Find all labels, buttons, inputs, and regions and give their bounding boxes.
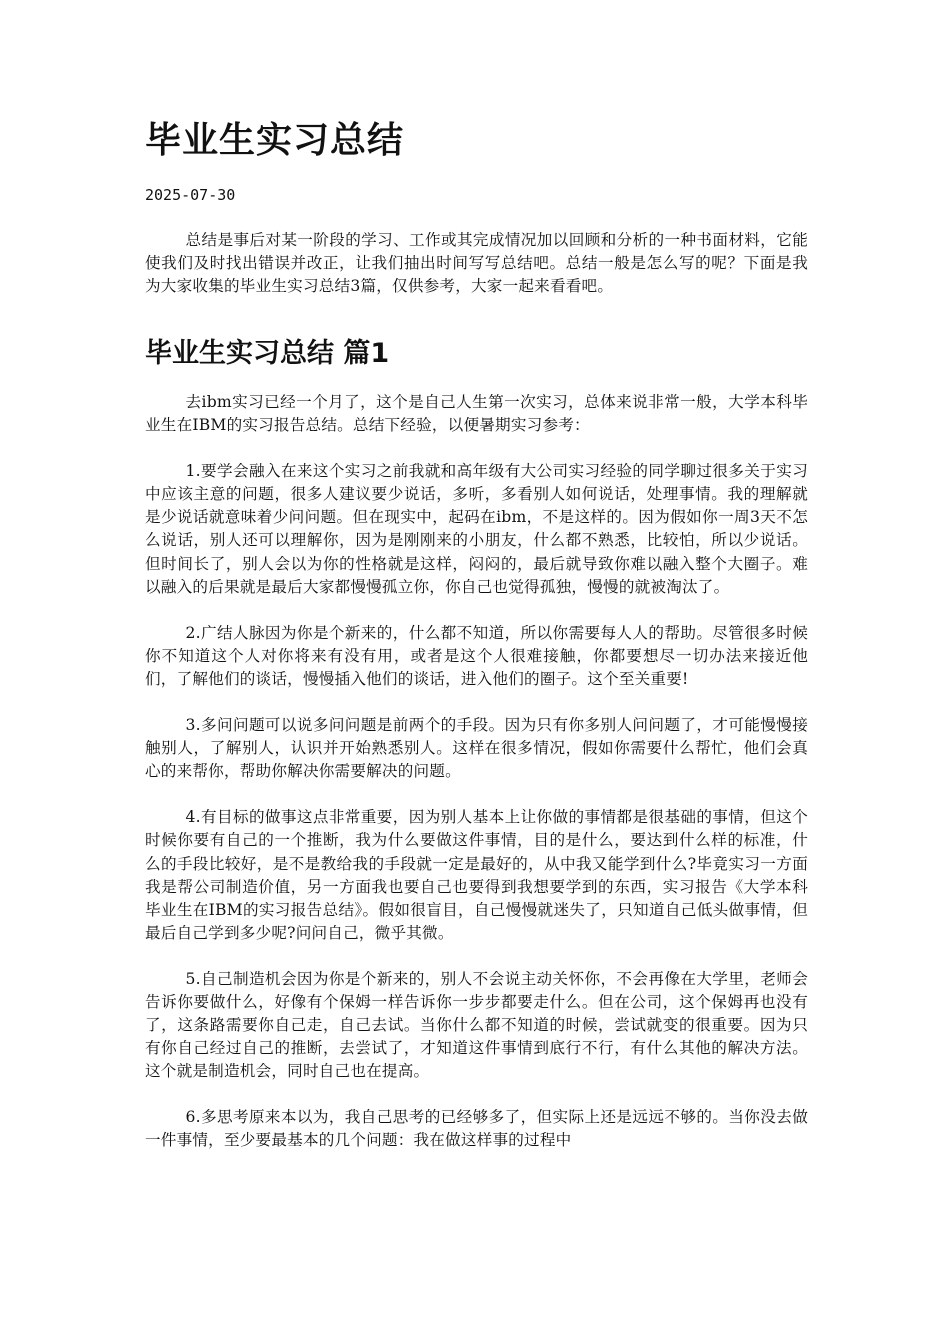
body-paragraph-2: 1.要学会融入在来这个实习之前我就和高年级有大公司实习经验的同学聊过很多关于实习中应该主意的问题，很多人建议要少说话，多听，多看别人如何说话，处理事情。我的理解就是少说话就意味着少问问题。但在现实中，起码在ibm，不是这样的。因为假如你一周3天不怎么说话，别人还可以理解你，因为是刚刚来的小朋友，什么都不熟悉，比较怕，所以少说话。但时间长了，别人会以为你的性格就是这样，闷闷的，最后就导致你难以融入整个大圈子。难以融入的后果就是最后大家都慢慢孤立你，你自己也觉得孤独，慢慢的就被淘汰了。 — [145, 462, 808, 596]
document-title: 毕业生实习总结 — [145, 120, 405, 161]
intro-paragraph: 总结是事后对某一阶段的学习、工作或其完成情况加以回顾和分析的一种书面材料，它能使我们及时找出错误并改正，让我们抽出时间写写总结吧。总结一般是怎么写的呢？下面是我为大家收集的毕业生实习总结3篇，仅供参考，大家一起来看看吧。 — [145, 231, 808, 296]
body-paragraph-3: 2.广结人脉因为你是个新来的，什么都不知道，所以你需要每人人的帮助。尽管很多时候你不知道这个人对你将来有没有用，或者是这个人很难接触，你都要想尽一切办法来接近他们，了解他们的谈话，慢慢插入他们的谈话，进入他们的圈子。这个至关重要! — [145, 623, 808, 688]
article-body — [145, 391, 808, 1176]
body-paragraph-1: 去ibm实习已经一个月了，这个是自己人生第一次实习，总体来说非常一般，大学本科毕业生在IBM的实习报告总结。总结下经验，以便暑期实习参考： — [145, 393, 808, 435]
body-paragraph-4: 3.多问问题可以说多问问题是前两个的手段。因为只有你多别人问问题了，才可能慢慢接触别人，了解别人，认识并开始熟悉别人。这样在很多情况，假如你需要什么帮忙，他们会真心的来帮你，帮助你解决你需要解决的问题。 — [145, 716, 808, 781]
intro-section — [145, 229, 808, 321]
body-paragraph-5: 4.有目标的做事这点非常重要，因为别人基本上让你做的事情都是很基础的事情，但这个时候你要有自己的一个推断，我为什么要做这件事情，目的是什么，要达到什么样的标准，什么的手段比较好，是不是教给我的手段就一定是最好的，从中我又能学到什么?毕竟实习一方面我是帮公司制造价值，另一方面我也要自己也要得到我想要学到的东西，实习报告《大学本科毕业生在IBM的实习报告总结》。假如很盲目，自己慢慢就迷失了，只知道自己低头做事情，但最后自己学到多少呢?问问自己，微乎其微。 — [145, 808, 808, 942]
publish-date: 2025-07-30 — [145, 186, 236, 204]
section-heading: 毕业生实习总结 篇1 — [145, 338, 390, 369]
body-paragraph-6: 5.自己制造机会因为你是个新来的，别人不会说主动关怀你，不会再像在大学里，老师会告诉你要做什么，好像有个保姆一样告诉你一步步都要走什么。但在公司，这个保姆再也没有了，这条路需要你自己走，自己去试。当你什么都不知道的时候，尝试就变的很重要。因为只有你自己经过自己的推断，去尝试了，才知道这件事情到底行不行，有什么其他的解决方法。这个就是制造机会，同时自己也在提高。 — [145, 969, 808, 1081]
body-paragraph-7: 6.多思考原来本以为，我自己思考的已经够多了，但实际上还是远远不够的。当你没去做一件事情，至少要最基本的几个问题：我在做这样事的过程中 — [145, 1108, 808, 1150]
